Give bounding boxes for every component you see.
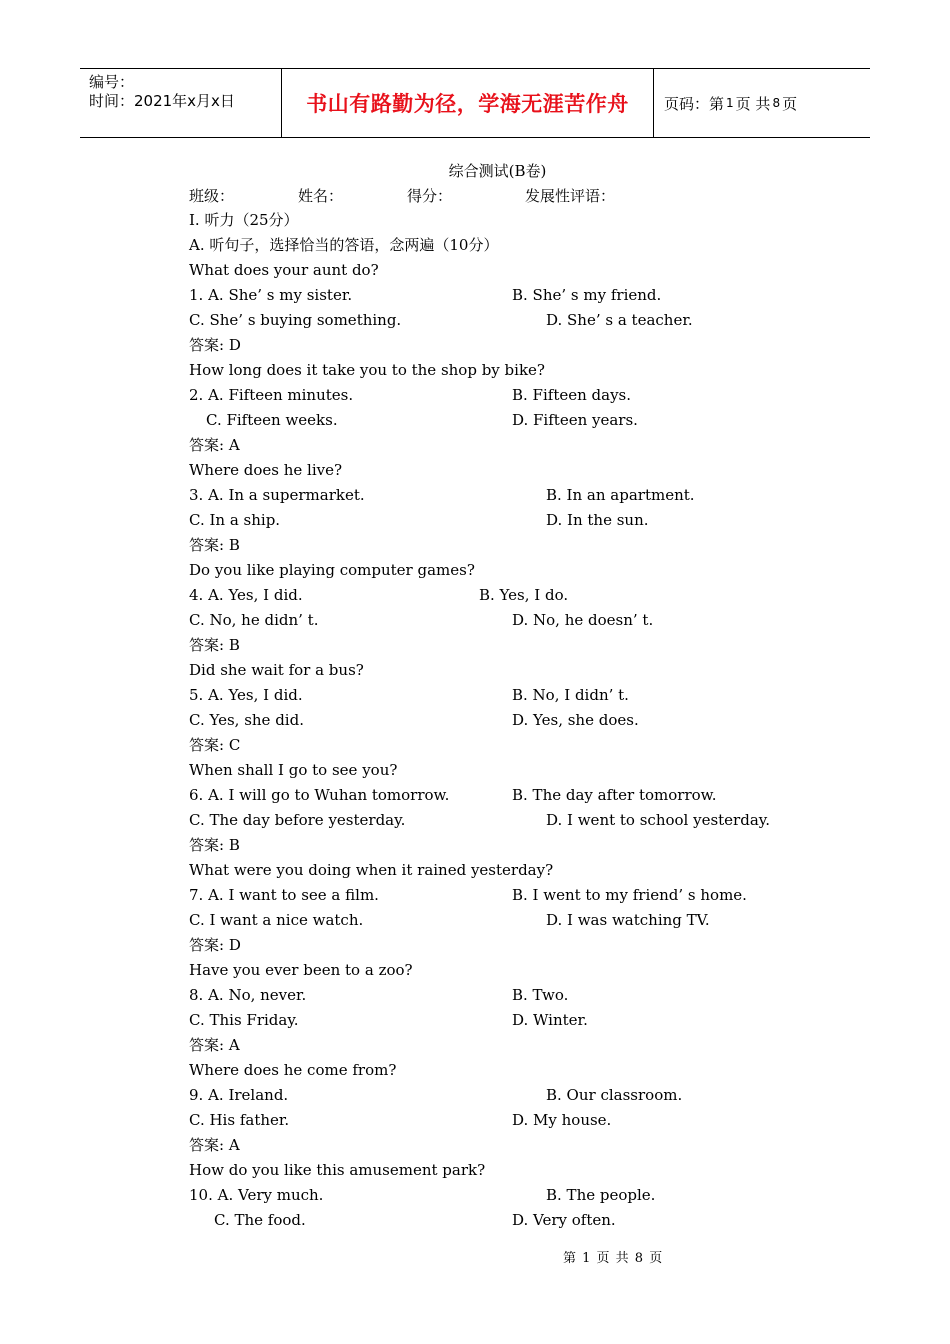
answer-text: 答案: D xyxy=(189,336,241,354)
section-heading: I. 听力（25分） xyxy=(189,211,299,229)
option-d: D. I was watching TV. xyxy=(546,911,710,929)
answer-text: 答案: A xyxy=(189,436,240,454)
option-d: D. Very often. xyxy=(512,1211,616,1229)
option-b: B. Yes, I do. xyxy=(479,586,569,604)
option-c: C. This Friday. xyxy=(189,1011,299,1029)
header-motto: 书山有路勤为径，学海无涯苦作舟 xyxy=(281,69,654,137)
option-b: B. In an apartment. xyxy=(546,486,695,504)
page-label-pre: 页码：第 xyxy=(664,94,725,113)
option-b: B. The day after tomorrow. xyxy=(512,786,717,804)
option-c: C. No, he didn’ t. xyxy=(189,611,319,629)
question-text: How do you like this amusement park? xyxy=(189,1161,486,1179)
question-text: What does your aunt do? xyxy=(189,261,379,279)
header-meta xyxy=(80,69,281,137)
option-a: 5. A. Yes, I did. xyxy=(189,686,303,704)
number-label: 编号： xyxy=(89,73,135,91)
option-a: 10. A. Very much. xyxy=(189,1186,324,1204)
option-d: D. Winter. xyxy=(512,1011,588,1029)
option-c: C. I want a nice watch. xyxy=(189,911,364,929)
option-c: C. She’ s buying something. xyxy=(189,311,402,329)
option-d: D. In the sun. xyxy=(546,511,649,529)
option-c: C. His father. xyxy=(189,1111,290,1129)
answer-text: 答案: B xyxy=(189,536,240,554)
option-d: D. She’ s a teacher. xyxy=(546,311,693,329)
option-b: B. I went to my friend’ s home. xyxy=(512,886,747,904)
page-header xyxy=(80,68,870,138)
question-text: Where does he live? xyxy=(189,461,343,479)
page-label-post: 页 xyxy=(782,94,798,113)
header-page-info xyxy=(654,69,870,137)
option-a: 2. A. Fifteen minutes. xyxy=(189,386,354,404)
option-b: B. Fifteen days. xyxy=(512,386,632,404)
info-class: 班级： xyxy=(189,187,235,205)
question-text: Did she wait for a bus? xyxy=(189,661,364,679)
option-d: D. My house. xyxy=(512,1111,612,1129)
option-c: C. Fifteen weeks. xyxy=(206,411,338,429)
option-d: D. I went to school yesterday. xyxy=(546,811,771,829)
option-a: 4. A. Yes, I did. xyxy=(189,586,303,604)
option-c: C. Yes, she did. xyxy=(189,711,304,729)
option-d: D. No, he doesn’ t. xyxy=(512,611,654,629)
question-text: Do you like playing computer games? xyxy=(189,561,475,579)
answer-text: 答案: D xyxy=(189,936,241,954)
time-label: 时间：2021年x月x日 xyxy=(89,92,235,110)
info-comment: 发展性评语： xyxy=(525,187,616,205)
answer-text: 答案: C xyxy=(189,736,241,754)
option-a: 9. A. Ireland. xyxy=(189,1086,289,1104)
option-d: D. Yes, she does. xyxy=(512,711,639,729)
page-total: 8 xyxy=(772,96,781,110)
info-score: 得分： xyxy=(407,187,453,205)
option-b: B. Two. xyxy=(512,986,569,1004)
part-a-instruction: A. 听句子，选择恰当的答语，念两遍（10分） xyxy=(189,236,499,254)
answer-text: 答案: A xyxy=(189,1036,240,1054)
option-a: 1. A. She’ s my sister. xyxy=(189,286,353,304)
page-footer: 第 1 页 共 8 页 xyxy=(563,1251,664,1266)
option-b: B. Our classroom. xyxy=(546,1086,683,1104)
option-b: B. The people. xyxy=(546,1186,656,1204)
option-b: B. No, I didn’ t. xyxy=(512,686,629,704)
option-b: B. She’ s my friend. xyxy=(512,286,662,304)
option-d: D. Fifteen years. xyxy=(512,411,638,429)
answer-text: 答案: A xyxy=(189,1136,240,1154)
option-c: C. The food. xyxy=(214,1211,306,1229)
answer-text: 答案: B xyxy=(189,636,240,654)
option-a: 8. A. No, never. xyxy=(189,986,307,1004)
option-a: 6. A. I will go to Wuhan tomorrow. xyxy=(189,786,450,804)
question-text: Where does he come from? xyxy=(189,1061,397,1079)
info-name: 姓名： xyxy=(298,187,344,205)
question-text: When shall I go to see you? xyxy=(189,761,398,779)
option-c: C. The day before yesterday. xyxy=(189,811,406,829)
question-text: How long does it take you to the shop by bike? xyxy=(189,361,545,379)
question-text: Have you ever been to a zoo? xyxy=(189,961,413,979)
document-title: 综合测试(B卷) xyxy=(448,162,547,180)
option-a: 3. A. In a supermarket. xyxy=(189,486,365,504)
page-current: 1 xyxy=(726,96,734,110)
answer-text: 答案: B xyxy=(189,836,240,854)
question-text: What were you doing when it rained yesterday? xyxy=(189,861,554,879)
option-c: C. In a ship. xyxy=(189,511,281,529)
option-a: 7. A. I want to see a film. xyxy=(189,886,379,904)
page-label-mid: 页 共 xyxy=(735,94,771,113)
